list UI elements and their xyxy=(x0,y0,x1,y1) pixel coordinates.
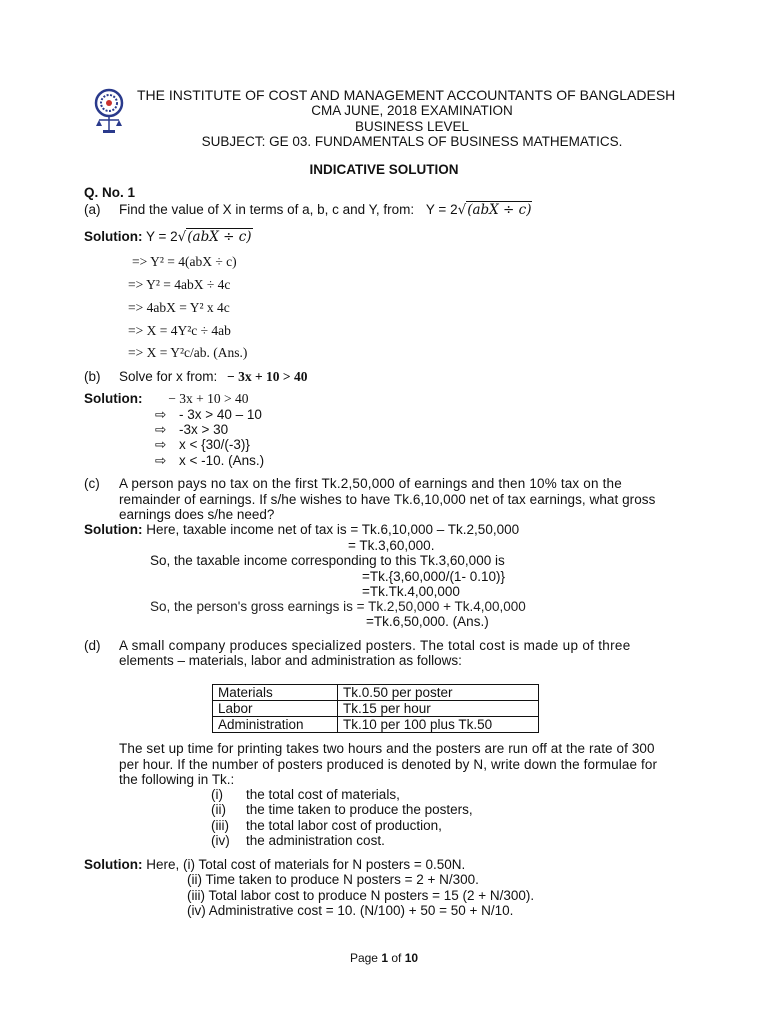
footer-of: of xyxy=(388,951,405,965)
part-b-step xyxy=(155,453,264,469)
part-b-formula: − 3x + 10 > 40 xyxy=(227,369,308,384)
arrow-right-icon: ⇨ xyxy=(155,422,167,437)
subject-title: SUBJECT: GE 03. FUNDAMENTALS OF BUSINESS MATHEMATICS. xyxy=(201,134,623,149)
part-c-solution-line: =Tk.{3,60,000/(1- 0.10)} xyxy=(362,569,505,584)
table-row xyxy=(213,717,539,733)
list-item-number: (i) xyxy=(211,787,223,802)
page-total: 10 xyxy=(404,951,419,965)
part-d-question-line: A small company produces specialized posters. The total cost is made up of three xyxy=(119,638,631,653)
part-b-number: (b) xyxy=(84,369,101,384)
table-cell: Labor xyxy=(213,701,338,717)
list-item xyxy=(211,818,442,834)
sqrt-icon: √(abX ÷ c) xyxy=(457,202,532,218)
list-item-text: the total cost of materials, xyxy=(246,787,400,802)
level-title: BUSINESS LEVEL xyxy=(354,119,470,134)
solution-label: Solution: xyxy=(84,229,143,244)
table-cell: Tk.10 per 100 plus Tk.50 xyxy=(338,717,539,733)
part-c-question-line: remainder of earnings. If s/he wishes to have Tk.6,10,000 net of tax earnings, what gross xyxy=(119,492,656,507)
part-a-question-text: Find the value of X in terms of a, b, c and Y, from: xyxy=(119,202,415,217)
part-b-solution-first xyxy=(84,391,248,407)
part-a-solution-lhs: Y = 2 xyxy=(146,229,178,244)
part-d-paragraph-line: The set up time for printing takes two hours and the posters are run off at the rate of 300 xyxy=(119,741,655,756)
part-b-step xyxy=(155,437,250,453)
part-d-paragraph-line: the following in Tk.: xyxy=(119,772,235,787)
part-a-step: => Y² = 4abX ÷ 4c xyxy=(128,277,231,292)
table-cell: Tk.15 per hour xyxy=(338,701,539,717)
part-a-solution-first xyxy=(84,229,253,245)
list-item xyxy=(211,802,473,818)
arrow-right-icon: ⇨ xyxy=(155,407,167,422)
part-b-question xyxy=(119,369,308,385)
cost-table xyxy=(212,684,539,733)
part-a-step: => Y² = 4(abX ÷ c) xyxy=(132,254,237,269)
part-c-solution-text: Here, taxable income net of tax is = Tk.6,10,000 – Tk.2,50,000 xyxy=(146,522,520,537)
table-row xyxy=(213,685,539,701)
part-b-step xyxy=(155,422,228,438)
list-item-text: the time taken to produce the posters, xyxy=(246,802,473,817)
part-c-question-line: A person pays no tax on the first Tk.2,50,000 of earnings and then 10% tax on the xyxy=(119,476,622,491)
part-b-step xyxy=(155,407,262,423)
part-c-solution-line: = Tk.3,60,000. xyxy=(348,538,435,553)
part-a-formula xyxy=(426,202,533,217)
part-b-step-text: x < -10. (Ans.) xyxy=(179,453,265,468)
list-item-number: (iv) xyxy=(211,833,230,848)
table-cell: Administration xyxy=(213,717,338,733)
part-c-solution-line: =Tk.Tk.4,00,000 xyxy=(362,584,460,599)
part-a-step: => 4abX = Y² x 4c xyxy=(128,300,230,315)
part-c-solution-line: =Tk.6,50,000. (Ans.) xyxy=(366,614,489,629)
part-a-step: => X = Y²c/ab. (Ans.) xyxy=(128,345,248,360)
arrow-right-icon: ⇨ xyxy=(155,437,167,452)
part-b-question-text: Solve for x from: xyxy=(119,369,218,384)
part-d-question-line: elements – materials, labor and administration as follows: xyxy=(119,653,462,668)
question-number: Q. No. 1 xyxy=(84,185,136,200)
page-footer xyxy=(0,950,768,966)
part-b-step-text: -3x > 30 xyxy=(179,422,229,437)
table-row xyxy=(213,701,539,717)
part-c-solution-line: So, the person's gross earnings is = Tk.2,50,000 + Tk.4,00,000 xyxy=(150,599,526,614)
part-d-solution-line: (iii) Total labor cost to produce N posters = 15 (2 + N/300). xyxy=(187,888,535,903)
part-b-solution-inequality: − 3x + 10 > 40 xyxy=(168,391,249,406)
part-a-question xyxy=(119,202,532,218)
part-a-formula-radicand: (abX ÷ c) xyxy=(467,202,532,218)
part-d-solution-line xyxy=(84,857,465,873)
part-d-solution-text: Here, (i) Total cost of materials for N posters = 0.50N. xyxy=(146,857,466,872)
document-title: INDICATIVE SOLUTION xyxy=(309,162,459,177)
part-b-step-text: - 3x > 40 – 10 xyxy=(179,407,262,422)
part-c-solution-line xyxy=(84,522,519,538)
solution-label: Solution: xyxy=(84,857,143,872)
list-item-number: (ii) xyxy=(211,802,226,817)
part-d-solution-line: (ii) Time taken to produce N posters = 2 + N/300. xyxy=(187,872,479,887)
solution-label: Solution: xyxy=(84,522,143,537)
part-a-formula-lhs: Y = 2 xyxy=(425,202,458,217)
part-b-step-text: x < {30/(-3)} xyxy=(179,437,250,452)
exam-title: CMA JUNE, 2018 EXAMINATION xyxy=(311,103,513,118)
list-item-text: the administration cost. xyxy=(246,833,385,848)
part-d-paragraph-line: per hour. If the number of posters produced is denoted by N, write down the formulae for xyxy=(119,757,658,772)
part-a-number: (a) xyxy=(84,202,101,217)
list-item-number: (iii) xyxy=(211,818,229,833)
table-cell: Tk.0.50 per poster xyxy=(338,685,539,701)
list-item xyxy=(211,833,385,849)
solution-label: Solution: xyxy=(84,391,143,406)
table-cell: Materials xyxy=(213,685,338,701)
part-a-step: => X = 4Y²c ÷ 4ab xyxy=(128,323,231,338)
institute-name: THE INSTITUTE OF COST AND MANAGEMENT ACCOUNTANTS OF BANGLADESH xyxy=(137,87,676,103)
sqrt-icon: √(abX ÷ c) xyxy=(177,229,252,245)
arrow-right-icon: ⇨ xyxy=(155,453,167,468)
page-number: 1 xyxy=(381,951,388,965)
list-item-text: the total labor cost of production, xyxy=(246,818,442,833)
part-c-solution-line: So, the taxable income corresponding to this Tk.3,60,000 is xyxy=(150,553,505,568)
part-c-question-line: earnings does s/he need? xyxy=(119,507,275,522)
part-c-number: (c) xyxy=(84,476,100,491)
part-d-number: (d) xyxy=(84,638,101,653)
part-a-solution-radicand: (abX ÷ c) xyxy=(187,229,252,245)
part-d-solution-line: (iv) Administrative cost = 10. (N/100) + 50 = 50 + N/10. xyxy=(187,903,514,918)
list-item xyxy=(211,787,400,803)
footer-prefix: Page xyxy=(349,951,382,965)
